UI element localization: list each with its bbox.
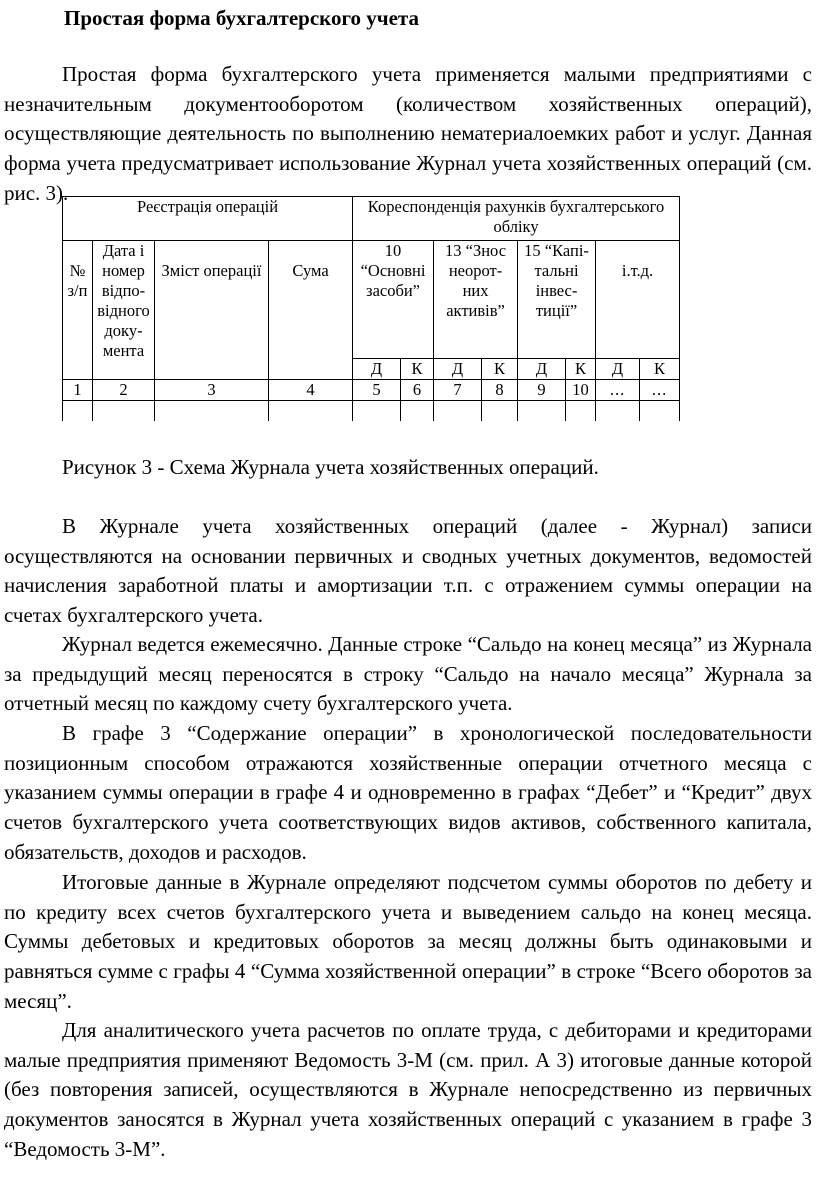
header-account-10: 10 “Основні засоби” <box>353 241 434 359</box>
column-number-cell: 4 <box>269 380 353 401</box>
paragraph-monthly: Журнал ведется ежемесячно. Данные строке “Сальдо на конец месяца” из Журнала за предыдущий месяц переносятся в строку “Сальдо на начало месяца” Журнала за отчетный месяц по каждому счету бухгалтерского учета. <box>4 632 812 716</box>
column-number-cell: 10 <box>566 380 596 401</box>
empty-cell <box>434 401 482 421</box>
header-correspondence: Кореспонденція рахунків бухгалтерського обліку <box>353 197 680 241</box>
paragraph-intro: Простая форма бухгалтерского учета применяется малыми предприятиями с незначительным документооборотом (количеством хозяйственных операций), осуществляющие деятельность по выполнению нематериалоемких работ и услуг. Данная форма учета предусматривает использование Журнал учета хозяйственных операций (см. рис. 3). <box>4 62 812 205</box>
column-number-cell: ... <box>640 380 680 401</box>
column-number-cell: 5 <box>353 380 401 401</box>
debit-label: Д <box>353 359 401 380</box>
credit-label: К <box>640 359 680 380</box>
header-account-15: 15 “Капі-тальні інвес-тиції” <box>518 241 596 359</box>
journal-scheme-table <box>62 196 680 421</box>
column-number-cell: 1 <box>63 380 93 401</box>
debit-label: Д <box>518 359 566 380</box>
column-number-cell: 3 <box>155 380 269 401</box>
debit-label: Д <box>596 359 640 380</box>
document-title: Простая форма бухгалтерского учета <box>64 6 419 30</box>
paragraph-journal-records: В Журнале учета хозяйственных операций (далее - Журнал) записи осуществляются на основании первичных и сводных учетных документов, ведомостей начисления заработной платы и амортизации т.п. с отражением суммы операции на счетах бухгалтерского учета. <box>4 514 812 628</box>
empty-cell <box>93 401 155 421</box>
column-number-cell: 2 <box>93 380 155 401</box>
header-number: № з/п <box>63 241 93 380</box>
empty-cell <box>482 401 518 421</box>
paragraph-analytics: Для аналитического учета расчетов по оплате труда, с дебиторами и кредиторами малые предприятия применяют Ведомость 3-М (см. прил. А 3) итоговые данные которой (без повторения записей, осуществляются в Журнале непосредственно из первичных документов заносятся в Журнал учета хозяйственных операций с указанием в графе 3 “Ведомость 3-М”. <box>4 1018 812 1161</box>
empty-cell <box>155 401 269 421</box>
empty-cell <box>401 401 434 421</box>
figure-caption: Рисунок 3 - Схема Журнала учета хозяйственных операций. <box>62 455 599 479</box>
column-number-cell: ... <box>596 380 640 401</box>
empty-cell <box>640 401 680 421</box>
column-number-cell: 9 <box>518 380 566 401</box>
column-number-cell: 7 <box>434 380 482 401</box>
empty-cell <box>518 401 566 421</box>
paragraph-column-3: В графе 3 “Содержание операции” в хронологической последовательности позиционным способом отражаются хозяйственные операции отчетного месяца с указанием суммы операции в графе 4 и одновременно в графах “Дебет” и “Кредит” двух счетов бухгалтерского учета соответствующих видов активов, собственного капитала, обязательств, доходов и расходов. <box>4 721 812 864</box>
empty-cell <box>63 401 93 421</box>
empty-cell <box>353 401 401 421</box>
debit-label: Д <box>434 359 482 380</box>
paragraph-totals: Итоговые данные в Журнале определяют подсчетом суммы оборотов по дебету и по кредиту всех счетов бухгалтерского учета и выведением сальдо на конец месяца. Суммы дебетовых и кредитовых оборотов за месяц должны быть одинаковыми и равняться сумме с графы 4 “Сумма хозяйственной операции” в строке “Всего оборотов за месяц”. <box>4 870 812 1013</box>
credit-label: К <box>482 359 518 380</box>
header-registration: Реєстрація операцій <box>63 197 353 241</box>
column-number-cell: 6 <box>401 380 434 401</box>
header-account-13: 13 “Знос неорот-них активів” <box>434 241 518 359</box>
header-content: Зміст операції <box>155 241 269 380</box>
header-date-document: Дата і номер відпо-відного доку-мента <box>93 241 155 380</box>
empty-cell <box>566 401 596 421</box>
empty-cell <box>269 401 353 421</box>
header-sum: Сума <box>269 241 353 380</box>
header-account-etc: і.т.д. <box>596 241 680 359</box>
column-number-cell: 8 <box>482 380 518 401</box>
empty-cell <box>596 401 640 421</box>
credit-label: К <box>401 359 434 380</box>
credit-label: К <box>566 359 596 380</box>
